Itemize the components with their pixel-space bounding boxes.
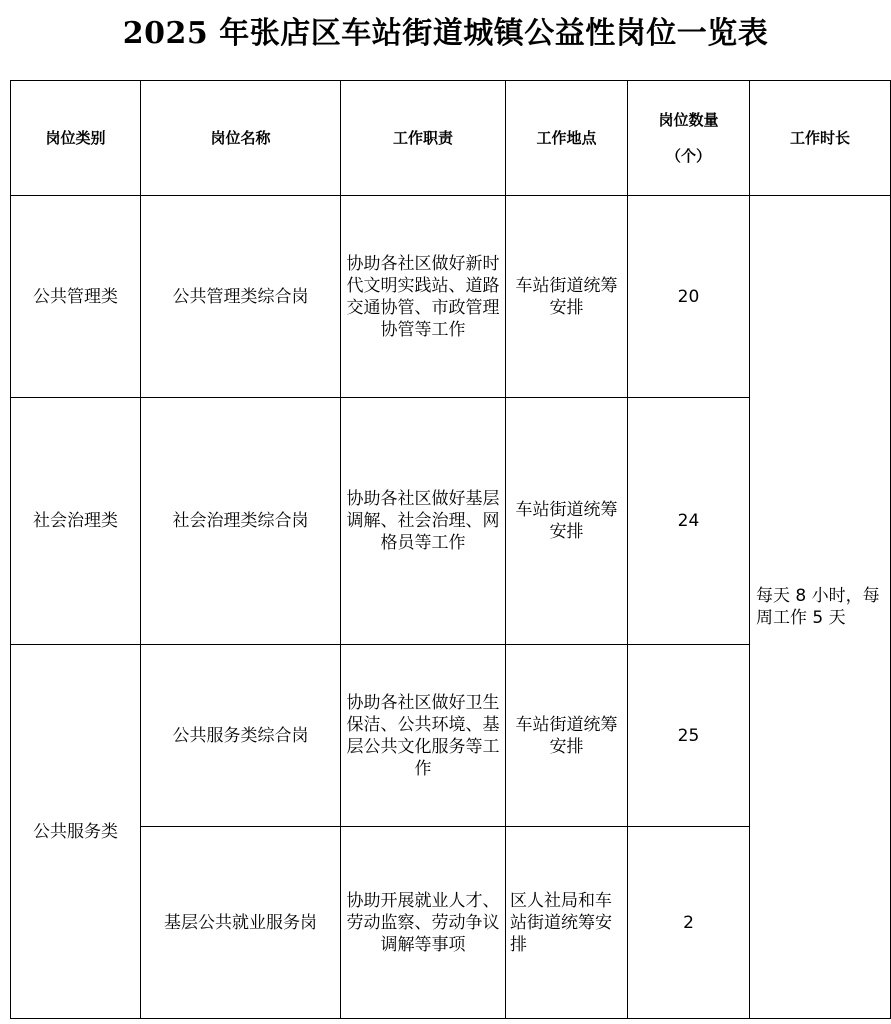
page-title: 2025 年张店区车站街道城镇公益性岗位一览表 — [122, 16, 769, 51]
cell-duties: 协助各社区做好新时代文明实践站、道路交通协管、市政管理协管等工作 — [341, 196, 506, 398]
cell-name: 社会治理类综合岗 — [141, 398, 341, 645]
header-count — [628, 81, 750, 196]
job-table — [10, 80, 891, 1019]
cell-category: 公共管理类 — [11, 196, 141, 398]
header-category: 岗位类别 — [11, 81, 141, 196]
cell-location: 车站街道统筹安排 — [506, 196, 628, 398]
cell-location: 车站街道统筹安排 — [506, 645, 628, 827]
cell-count: 2 — [628, 827, 750, 1019]
header-count-line2: （个） — [665, 147, 711, 165]
cell-duties: 协助各社区做好基层调解、社会治理、网格员等工作 — [341, 398, 506, 645]
cell-name: 基层公共就业服务岗 — [141, 827, 341, 1019]
header-hours: 工作时长 — [750, 81, 891, 196]
header-duties: 工作职责 — [341, 81, 506, 196]
cell-location: 车站街道统筹安排 — [506, 398, 628, 645]
cell-count: 20 — [628, 196, 750, 398]
header-location: 工作地点 — [506, 81, 628, 196]
cell-category: 公共服务类 — [11, 645, 141, 1019]
cell-name: 公共服务类综合岗 — [141, 645, 341, 827]
cell-duties: 协助开展就业人才、劳动监察、劳动争议调解等事项 — [341, 827, 506, 1019]
header-name: 岗位名称 — [141, 81, 341, 196]
cell-location: 区人社局和车站街道统筹安排 — [506, 827, 628, 1019]
cell-work-hours: 每天 8 小时，每周工作 5 天 — [750, 196, 891, 1019]
header-count-line1: 岗位数量 — [658, 111, 719, 129]
cell-count: 24 — [628, 398, 750, 645]
cell-duties: 协助各社区做好卫生保洁、公共环境、基层公共文化服务等工作 — [341, 645, 506, 827]
cell-category: 社会治理类 — [11, 398, 141, 645]
table-header-row — [11, 81, 891, 196]
cell-count: 25 — [628, 645, 750, 827]
cell-name: 公共管理类综合岗 — [141, 196, 341, 398]
table-row — [11, 196, 891, 398]
